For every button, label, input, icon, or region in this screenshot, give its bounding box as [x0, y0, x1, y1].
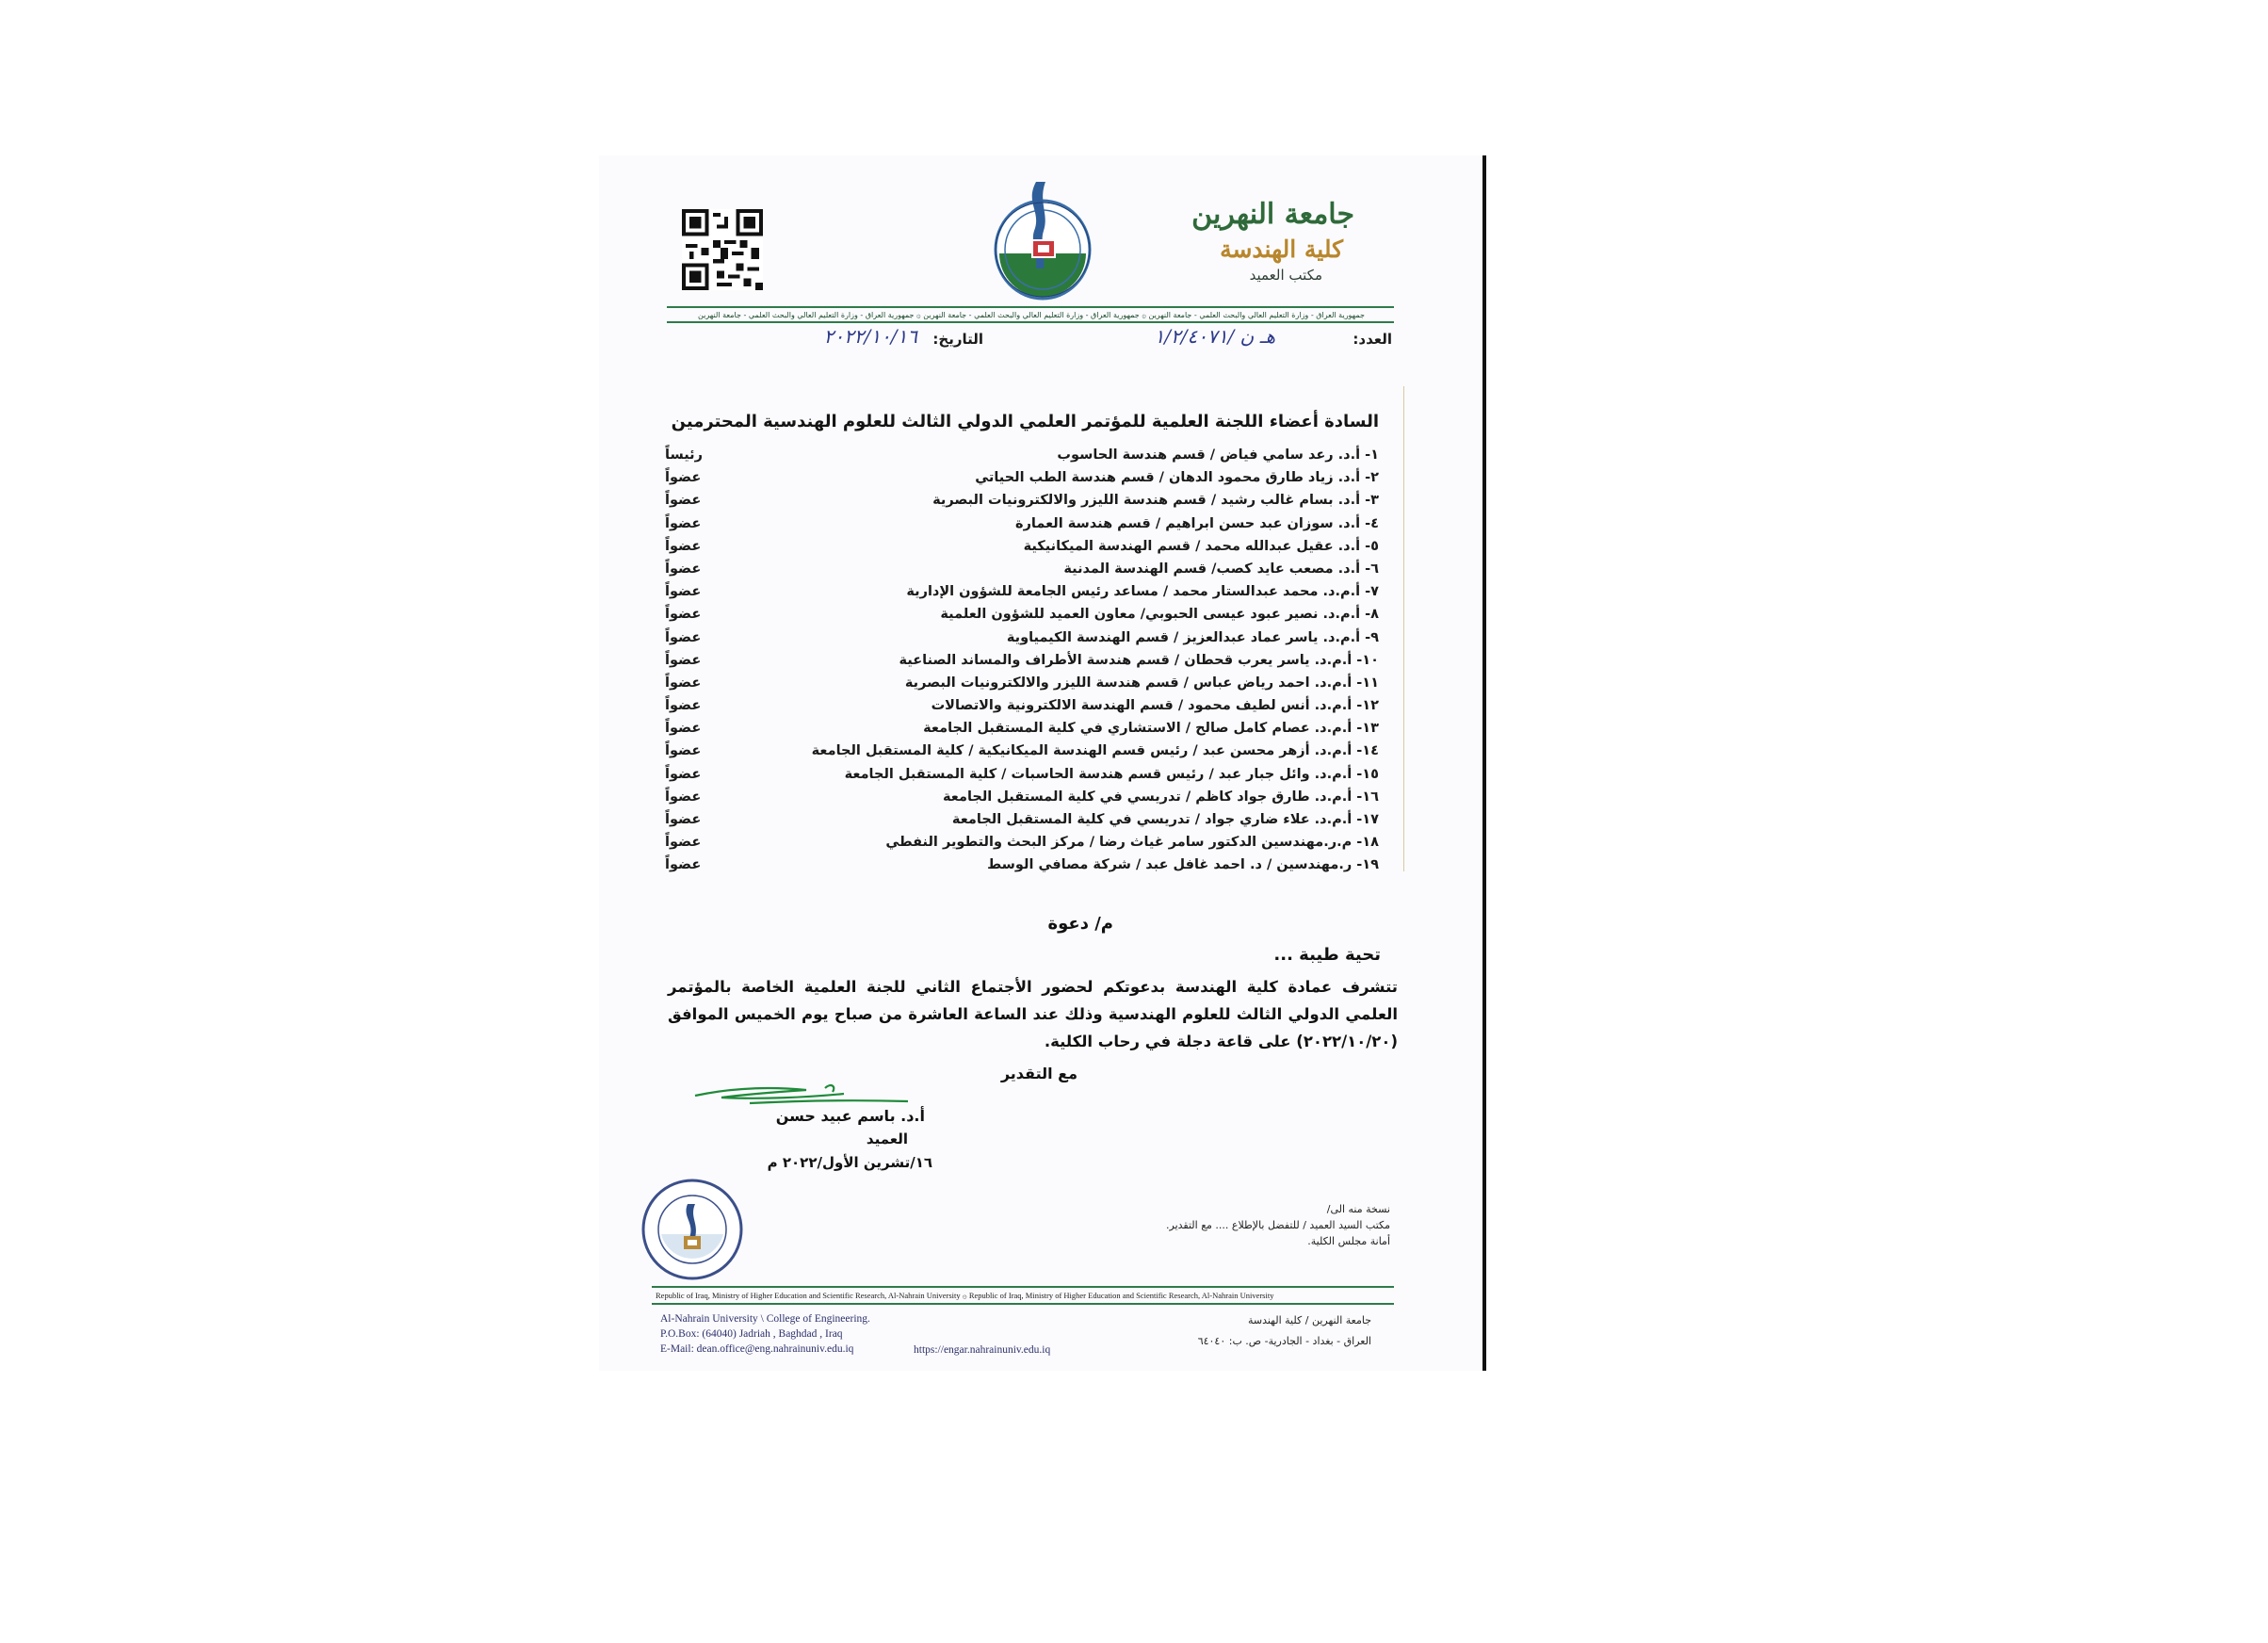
member-row	[665, 584, 1379, 607]
date-label: التاريخ:	[932, 331, 983, 348]
member-name: ١- أ.د. رعد سامي فياض / قسم هندسة الحاسوب	[1057, 447, 1379, 463]
member-row	[665, 630, 1379, 653]
member-row	[665, 470, 1379, 493]
member-row	[665, 653, 1379, 675]
copies-line-1: مكتب السيد العميد / للتفضل بالإطلاع .... مع التقدير.	[1166, 1219, 1390, 1231]
member-row	[665, 561, 1379, 584]
member-role: عضواً	[665, 743, 702, 759]
footer-rule-bottom	[652, 1303, 1394, 1305]
member-name: ١٣- أ.م.د. عصام كامل صالح / الاستشاري في كلية المستقبل الجامعة	[923, 721, 1379, 737]
member-name: ٨- أ.م.د. نصير عبود عيسى الحبوبي/ معاون العميد للشؤون العلمية	[940, 607, 1379, 623]
member-name: ٦- أ.د. مصعب عايد كصب/ قسم الهندسة المدنية	[1063, 561, 1379, 577]
member-name: ٣- أ.د. بسام غالب رشيد / قسم هندسة الليزر والالكترونيات البصرية	[932, 493, 1379, 509]
signatory-title: العميد	[866, 1131, 908, 1147]
member-role: عضواً	[665, 607, 702, 623]
copies-line-2: أمانة مجلس الكلية.	[1307, 1235, 1390, 1247]
member-role: عضواً	[665, 584, 702, 600]
member-row	[665, 789, 1379, 812]
university-name: جامعة النهرين	[1191, 198, 1354, 231]
member-role: عضواً	[665, 652, 702, 668]
member-row	[665, 812, 1379, 835]
member-role: عضواً	[665, 789, 702, 805]
footer-rule-top	[652, 1286, 1394, 1288]
footer-ar-line-1: جامعة النهرين / كلية الهندسة	[1247, 1314, 1371, 1326]
member-name: ٢- أ.د. زياد طارق محمود الدهان / قسم هندسة الطب الحياتي	[975, 470, 1379, 486]
member-role: رئيساً	[665, 447, 703, 463]
member-role: عضواً	[665, 538, 702, 554]
member-role: عضواً	[665, 561, 702, 577]
qr-code	[682, 209, 763, 290]
member-row	[665, 857, 1379, 880]
member-name: ٧- أ.م.د. محمد عبدالستار محمد / مساعد رئيس الجامعة للشؤون الإدارية	[906, 584, 1379, 600]
footer-email: E-Mail: dean.office@eng.nahrainuniv.edu.iq	[660, 1343, 854, 1355]
signatory-date: ١٦/تشرين الأول/٢٠٢٢ م	[767, 1154, 932, 1171]
member-row	[665, 539, 1379, 561]
members-list	[665, 447, 1379, 881]
member-name: ٩- أ.م.د. ياسر عماد عبدالعزيز / قسم الهندسة الكيمياوية	[1006, 629, 1379, 645]
university-logo	[987, 174, 1098, 306]
member-name: ٤- أ.د. سوزان عبد حسن ابراهيم / قسم هندسة العمارة	[1015, 515, 1379, 531]
member-role: عضواً	[665, 721, 702, 737]
number-value: هـ ن /١/٢/٤٠٧١	[1154, 325, 1275, 348]
member-role: عضواً	[665, 766, 702, 782]
member-row	[665, 675, 1379, 698]
footer-website: https://engar.nahrainuniv.edu.iq	[914, 1344, 1051, 1356]
closing: مع التقدير	[1000, 1065, 1077, 1082]
member-role: عضواً	[665, 698, 702, 714]
member-role: عضواً	[665, 857, 702, 873]
date-value: ٢٠٢٢/١٠/١٦	[823, 325, 917, 348]
subject-line: م/ دعوة	[1047, 914, 1113, 934]
header-strip: جمهورية العراق - وزارة التعليم العالي والبحث العلمي - جامعة النهرين ۞ جمهورية العراق - وزارة التعليم العالي والبحث العلمي - جامعة النهرين ۞ جمهورية العراق - وزارة التعليم العالي والبحث العلمي - جامعة النهرين	[698, 311, 1365, 319]
member-role: عضواً	[665, 812, 702, 827]
footer-ar-line-2: العراق - بغداد - الجادرية- ص. ب: ٦٤٠٤٠	[1197, 1335, 1371, 1347]
member-row	[665, 607, 1379, 629]
college-name: كلية الهندسة	[1220, 236, 1343, 263]
signatory-name: أ.د. باسم عبيد حسن	[775, 1107, 925, 1125]
member-name: ١٠- أ.م.د. ياسر يعرب قحطان / قسم هندسة الأطراف والمساند الصناعية	[899, 652, 1379, 668]
member-role: عضواً	[665, 835, 702, 851]
letter-page	[599, 155, 1486, 1371]
margin-line	[1403, 386, 1404, 871]
copies-label: نسخة منه الى/	[1326, 1203, 1390, 1215]
member-name: ١٥- أ.م.د. وائل جبار عبد / رئيس قسم هندسة الحاسبات / كلية المستقبل الجامعة	[844, 766, 1379, 782]
member-name: ١٦- أ.م.د. طارق جواد كاظم / تدريسي في كلية المستقبل الجامعة	[943, 789, 1379, 805]
member-row	[665, 698, 1379, 721]
college-seal	[640, 1178, 744, 1281]
member-name: ٥- أ.د. عقيل عبدالله محمد / قسم الهندسة الميكانيكية	[1023, 538, 1379, 554]
addressee-heading: السادة أعضاء اللجنة العلمية للمؤتمر العلمي الدولي الثالث للعلوم الهندسية المحترمين	[671, 412, 1379, 431]
member-row	[665, 721, 1379, 743]
header-rule-bottom	[667, 321, 1394, 323]
member-row	[665, 767, 1379, 789]
footer-strip: Republic of Iraq, Ministry of Higher Education and Scientific Research, Al-Nahrain University ۞ Republic of Iraq, Ministry of Higher Education and Scientific Research, Al-Nahrain University	[656, 1291, 1274, 1300]
member-name: ١١- أ.م.د. احمد رياض عباس / قسم هندسة الليزر والالكترونيات البصرية	[904, 675, 1379, 691]
member-row	[665, 743, 1379, 766]
member-row	[665, 516, 1379, 539]
letter-body: تتشرف عمادة كلية الهندسة بدعوتكم لحضور الأجتماع الثاني للجنة العلمية الخاصة بالمؤتمر العلمي الدولي الثالث للعلوم الهندسية وذلك عند الساعة العاشرة من صباح يوم الخميس الموافق (٢٠٢٢/١٠/٢٠) على قاعة دجلة في رحاب الكلية.	[668, 978, 1398, 1050]
member-role: عضواً	[665, 515, 702, 531]
member-row	[665, 493, 1379, 515]
member-row	[665, 447, 1379, 470]
member-name: ١٧- أ.م.د. علاء ضاري جواد / تدريسي في كلية المستقبل الجامعة	[951, 812, 1379, 827]
member-name: ١٢- أ.م.د. أنس لطيف محمود / قسم الهندسة الالكترونية والاتصالات	[931, 698, 1379, 714]
member-name: ١٨- م.ر.مهندسين الدكتور سامر غياث رضا / مركز البحث والتطوير النفطي	[885, 835, 1379, 851]
member-row	[665, 835, 1379, 857]
member-role: عضواً	[665, 493, 702, 509]
number-label: العدد:	[1353, 331, 1392, 348]
member-name: ١٤- أ.م.د. أزهر محسن عبد / رئيس قسم الهندسة الميكانيكية / كلية المستقبل الجامعة	[811, 743, 1379, 759]
footer-address-line-1: Al-Nahrain University \ College of Engineering.	[660, 1313, 870, 1325]
member-name: ١٩- ر.مهندسين / د. احمد غافل عبد / شركة مصافي الوسط	[987, 857, 1379, 873]
member-role: عضواً	[665, 675, 702, 691]
member-role: عضواً	[665, 470, 702, 486]
member-role: عضواً	[665, 629, 702, 645]
header-rule-top	[667, 306, 1394, 308]
office-name: مكتب العميد	[1249, 267, 1322, 284]
greeting: تحية طيبة ...	[1273, 945, 1381, 965]
footer-address-line-2: P.O.Box: (64040) Jadriah , Baghdad , Iraq	[660, 1328, 843, 1340]
